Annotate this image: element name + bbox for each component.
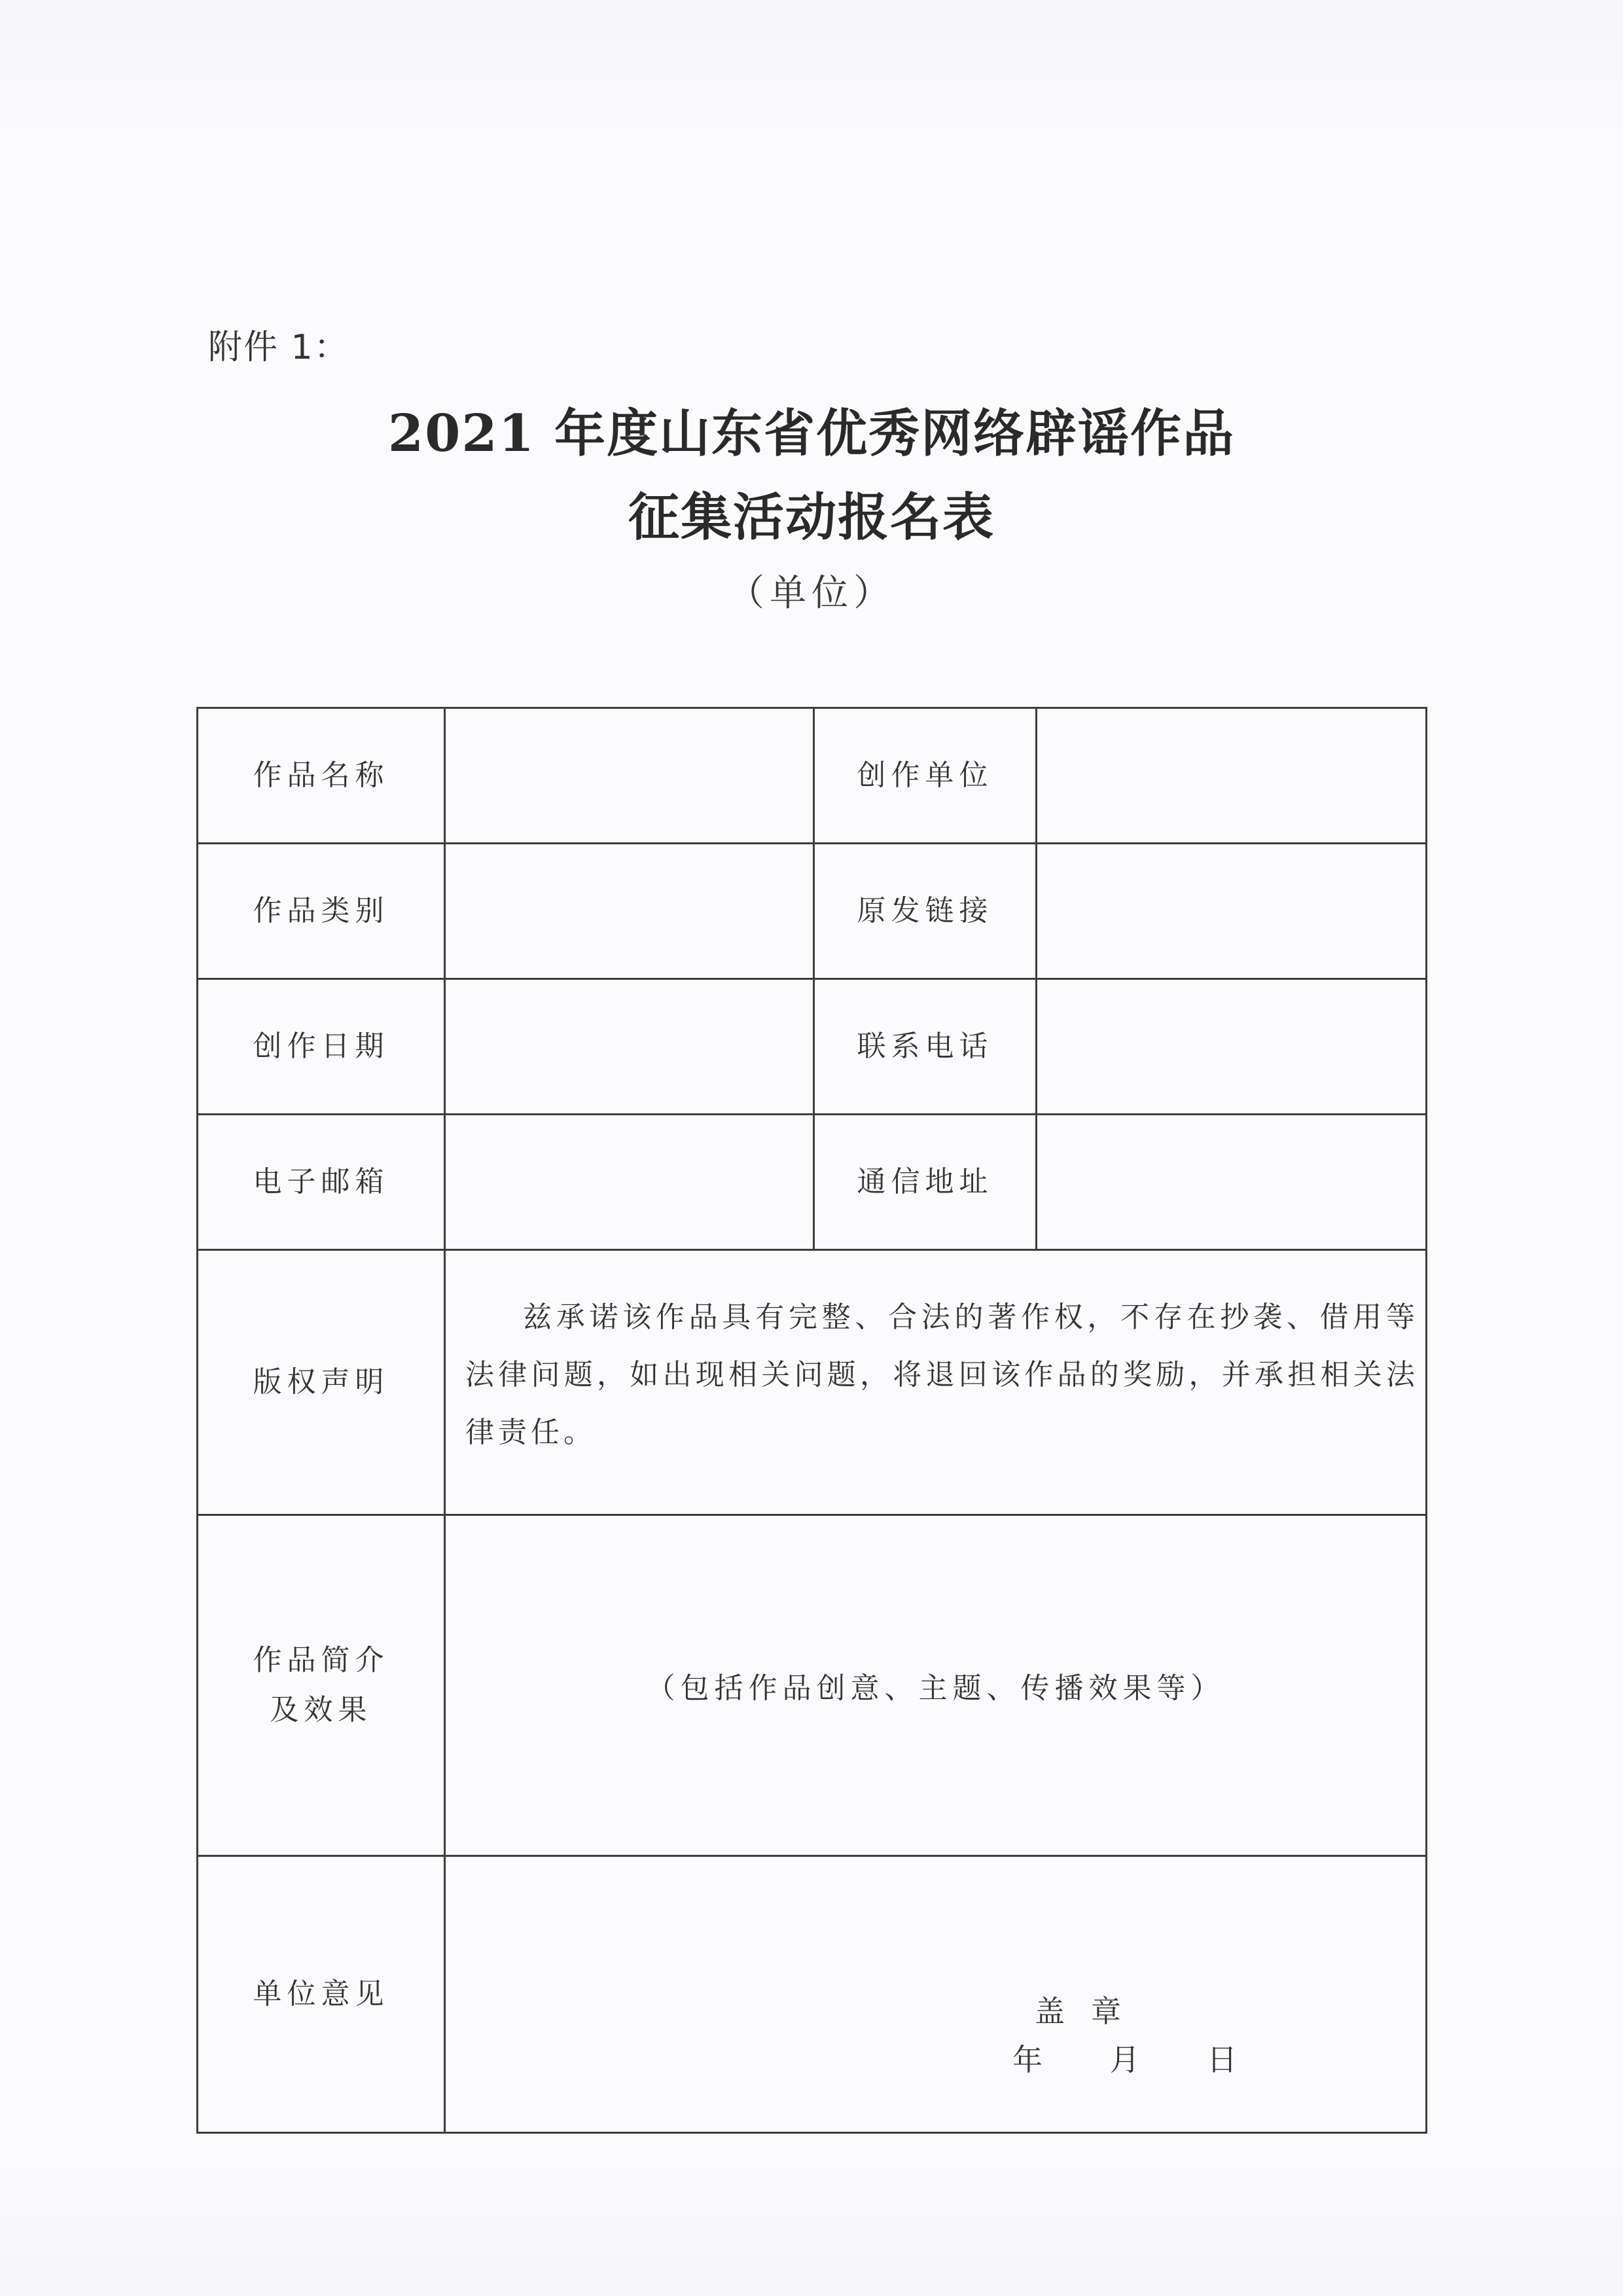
work-name-field[interactable] (445, 708, 814, 844)
intro-hint-text: （包括作品创意、主题、传播效果等） (646, 1672, 1225, 1705)
table-row (198, 1515, 1427, 1856)
document-subtitle: （单位） (728, 572, 895, 615)
contact-phone-label: 联系电话 (814, 979, 1037, 1115)
mailing-address-field[interactable] (1037, 1115, 1427, 1250)
table-row (198, 1250, 1427, 1515)
contact-phone-field[interactable] (1037, 979, 1427, 1115)
opinion-field[interactable] (445, 1856, 1427, 2133)
table-row (198, 1115, 1427, 1250)
original-link-field[interactable] (1037, 844, 1427, 979)
email-field[interactable] (445, 1115, 814, 1250)
creator-unit-field[interactable] (1037, 708, 1427, 844)
intro-field[interactable] (445, 1515, 1427, 1856)
creation-date-field[interactable] (445, 979, 814, 1115)
attachment-label: 附件 1： (208, 328, 349, 367)
table-row (198, 1856, 1427, 2133)
intro-label-line2: 及效果 (270, 1693, 372, 1727)
document-title-line2: 征集活动报名表 (628, 488, 995, 547)
document-title-line1: 2021 年度山东省优秀网络辟谣作品 (387, 404, 1236, 463)
email-label: 电子邮箱 (198, 1115, 445, 1250)
registration-form-table (196, 707, 1427, 2134)
work-name-label: 作品名称 (198, 708, 445, 844)
intro-label-line1: 作品简介 (253, 1643, 389, 1677)
copyright-statement: 兹承诺该作品具有完整、合法的著作权，不存在抄袭、借用等法律问题，如出现相关问题，将退回该作品的奖励，并承担相关法律责任。 (445, 1250, 1427, 1515)
date-text: 年 月 日 (1012, 2042, 1266, 2077)
opinion-label: 单位意见 (198, 1856, 445, 2133)
work-category-field[interactable] (445, 844, 814, 979)
creator-unit-label: 创作单位 (814, 708, 1037, 844)
intro-label (198, 1515, 445, 1856)
mailing-address-label: 通信地址 (814, 1115, 1037, 1250)
original-link-label: 原发链接 (814, 844, 1037, 979)
copyright-label: 版权声明 (198, 1250, 445, 1515)
table-row (198, 708, 1427, 844)
seal-text: 盖章 (1035, 1994, 1147, 2029)
work-category-label: 作品类别 (198, 844, 445, 979)
table-row (198, 844, 1427, 979)
creation-date-label: 创作日期 (198, 979, 445, 1115)
table-row (198, 979, 1427, 1115)
